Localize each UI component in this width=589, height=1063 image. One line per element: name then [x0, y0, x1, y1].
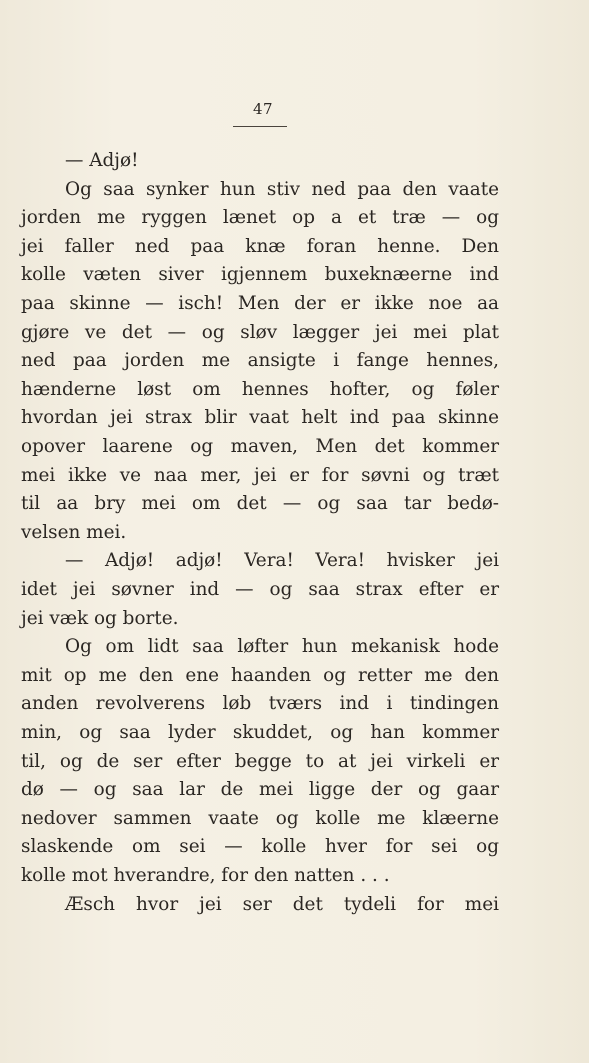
text-line: idet jei søvner ind — og saa strax efter er [21, 579, 499, 600]
page-number-rule [233, 126, 287, 127]
text-line: min, og saa lyder skuddet, og han kommer [21, 722, 499, 743]
text-line: jorden me ryggen lænet op a et træ — og [21, 207, 499, 229]
text-line: hænderne løst om hennes hofter, og føler [21, 378, 499, 400]
text-line: mei ikke ve naa mer, jei er for søvni og træt [21, 464, 499, 486]
text-line: mit op me den ene haanden og retter me den [21, 664, 499, 686]
text-line: kolle mot hverandre, for den natten . . . [21, 865, 390, 886]
text-line: jei væk og borte. [21, 607, 179, 629]
text-line: til, og de ser efter begge to at jei virkeli er [21, 750, 499, 772]
text-line: til aa bry mei om det — og saa tar bedø- [21, 493, 499, 515]
text-line: Og om lidt saa løfter hun mekanisk hode [65, 636, 499, 658]
text-line: nedover sammen vaate og kolle me klæerne [21, 807, 499, 829]
text-line: hvordan jei strax blir vaat helt ind paa skinne [21, 407, 499, 429]
text-line: velsen mei. [21, 521, 127, 543]
text-line: opover laarene og maven, Men det kommer [21, 436, 499, 457]
text-line: — Adjø! [65, 150, 139, 171]
text-line: anden revolverens løb tværs ind i tindingen [21, 693, 499, 715]
text-line: Og saa synker hun stiv ned paa den vaate [65, 178, 499, 200]
text-line: kolle væten siver igjennem buxeknæerne ind [21, 264, 499, 286]
text-line: jei faller ned paa knæ foran henne. Den [21, 235, 499, 257]
text-line: gjøre ve det — og sløv lægger jei mei plat [21, 321, 499, 343]
text-line: Æsch hvor jei ser det tydeli for mei [65, 893, 499, 915]
text-line: ned paa jorden me ansigte i fange hennes, [21, 350, 499, 372]
text-line: paa skinne — isch! Men der er ikke noe aa [21, 293, 499, 314]
text-line: dø — og saa lar de mei ligge der og gaar [21, 779, 499, 801]
text-line: — Adjø! adjø! Vera! Vera! hvisker jei [65, 550, 499, 572]
page-number: 47 [252, 100, 274, 118]
text-line: slaskende om sei — kolle hver for sei og [21, 836, 499, 858]
